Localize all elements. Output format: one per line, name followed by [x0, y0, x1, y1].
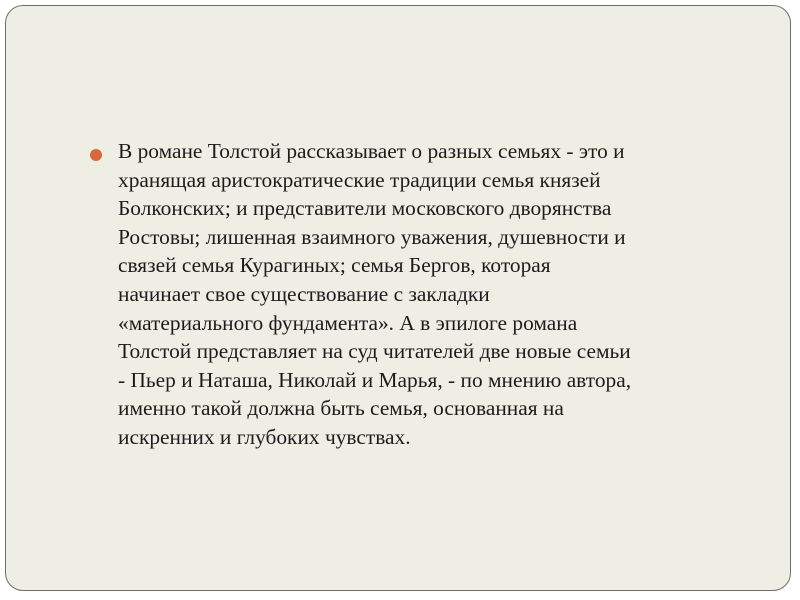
text-line: В романе Толстой рассказывает о разных семьях - это и	[118, 139, 625, 163]
bullet-dot-icon	[90, 149, 102, 161]
bullet-item	[90, 137, 770, 452]
text-line: «материального фундамента». А в эпилоге романа	[118, 310, 578, 335]
text-line: - Пьер и Наташа, Николай и Марья, - по мнению автора,	[118, 367, 632, 392]
text-line: Толстой представляет на суд читателей две новые семьи	[118, 339, 631, 364]
text-line: связей семья Курагиных; семья Бергов, которая	[118, 253, 551, 278]
bullet-text	[118, 137, 770, 452]
text-line: искренних и глубоких чувствах.	[118, 424, 411, 449]
text-line: начинает свое существование с закладки	[118, 281, 490, 306]
text-line: Болконских; и представители московского дворянства	[118, 196, 612, 221]
text-line: именно такой должна быть семья, основанная на	[118, 396, 564, 421]
slide-frame	[5, 5, 791, 591]
slide-content	[90, 137, 770, 452]
text-line: хранящая аристократические традиции семья князей	[118, 167, 601, 192]
text-line: Ростовы; лишенная взаимного уважения, душевности и	[118, 224, 626, 249]
